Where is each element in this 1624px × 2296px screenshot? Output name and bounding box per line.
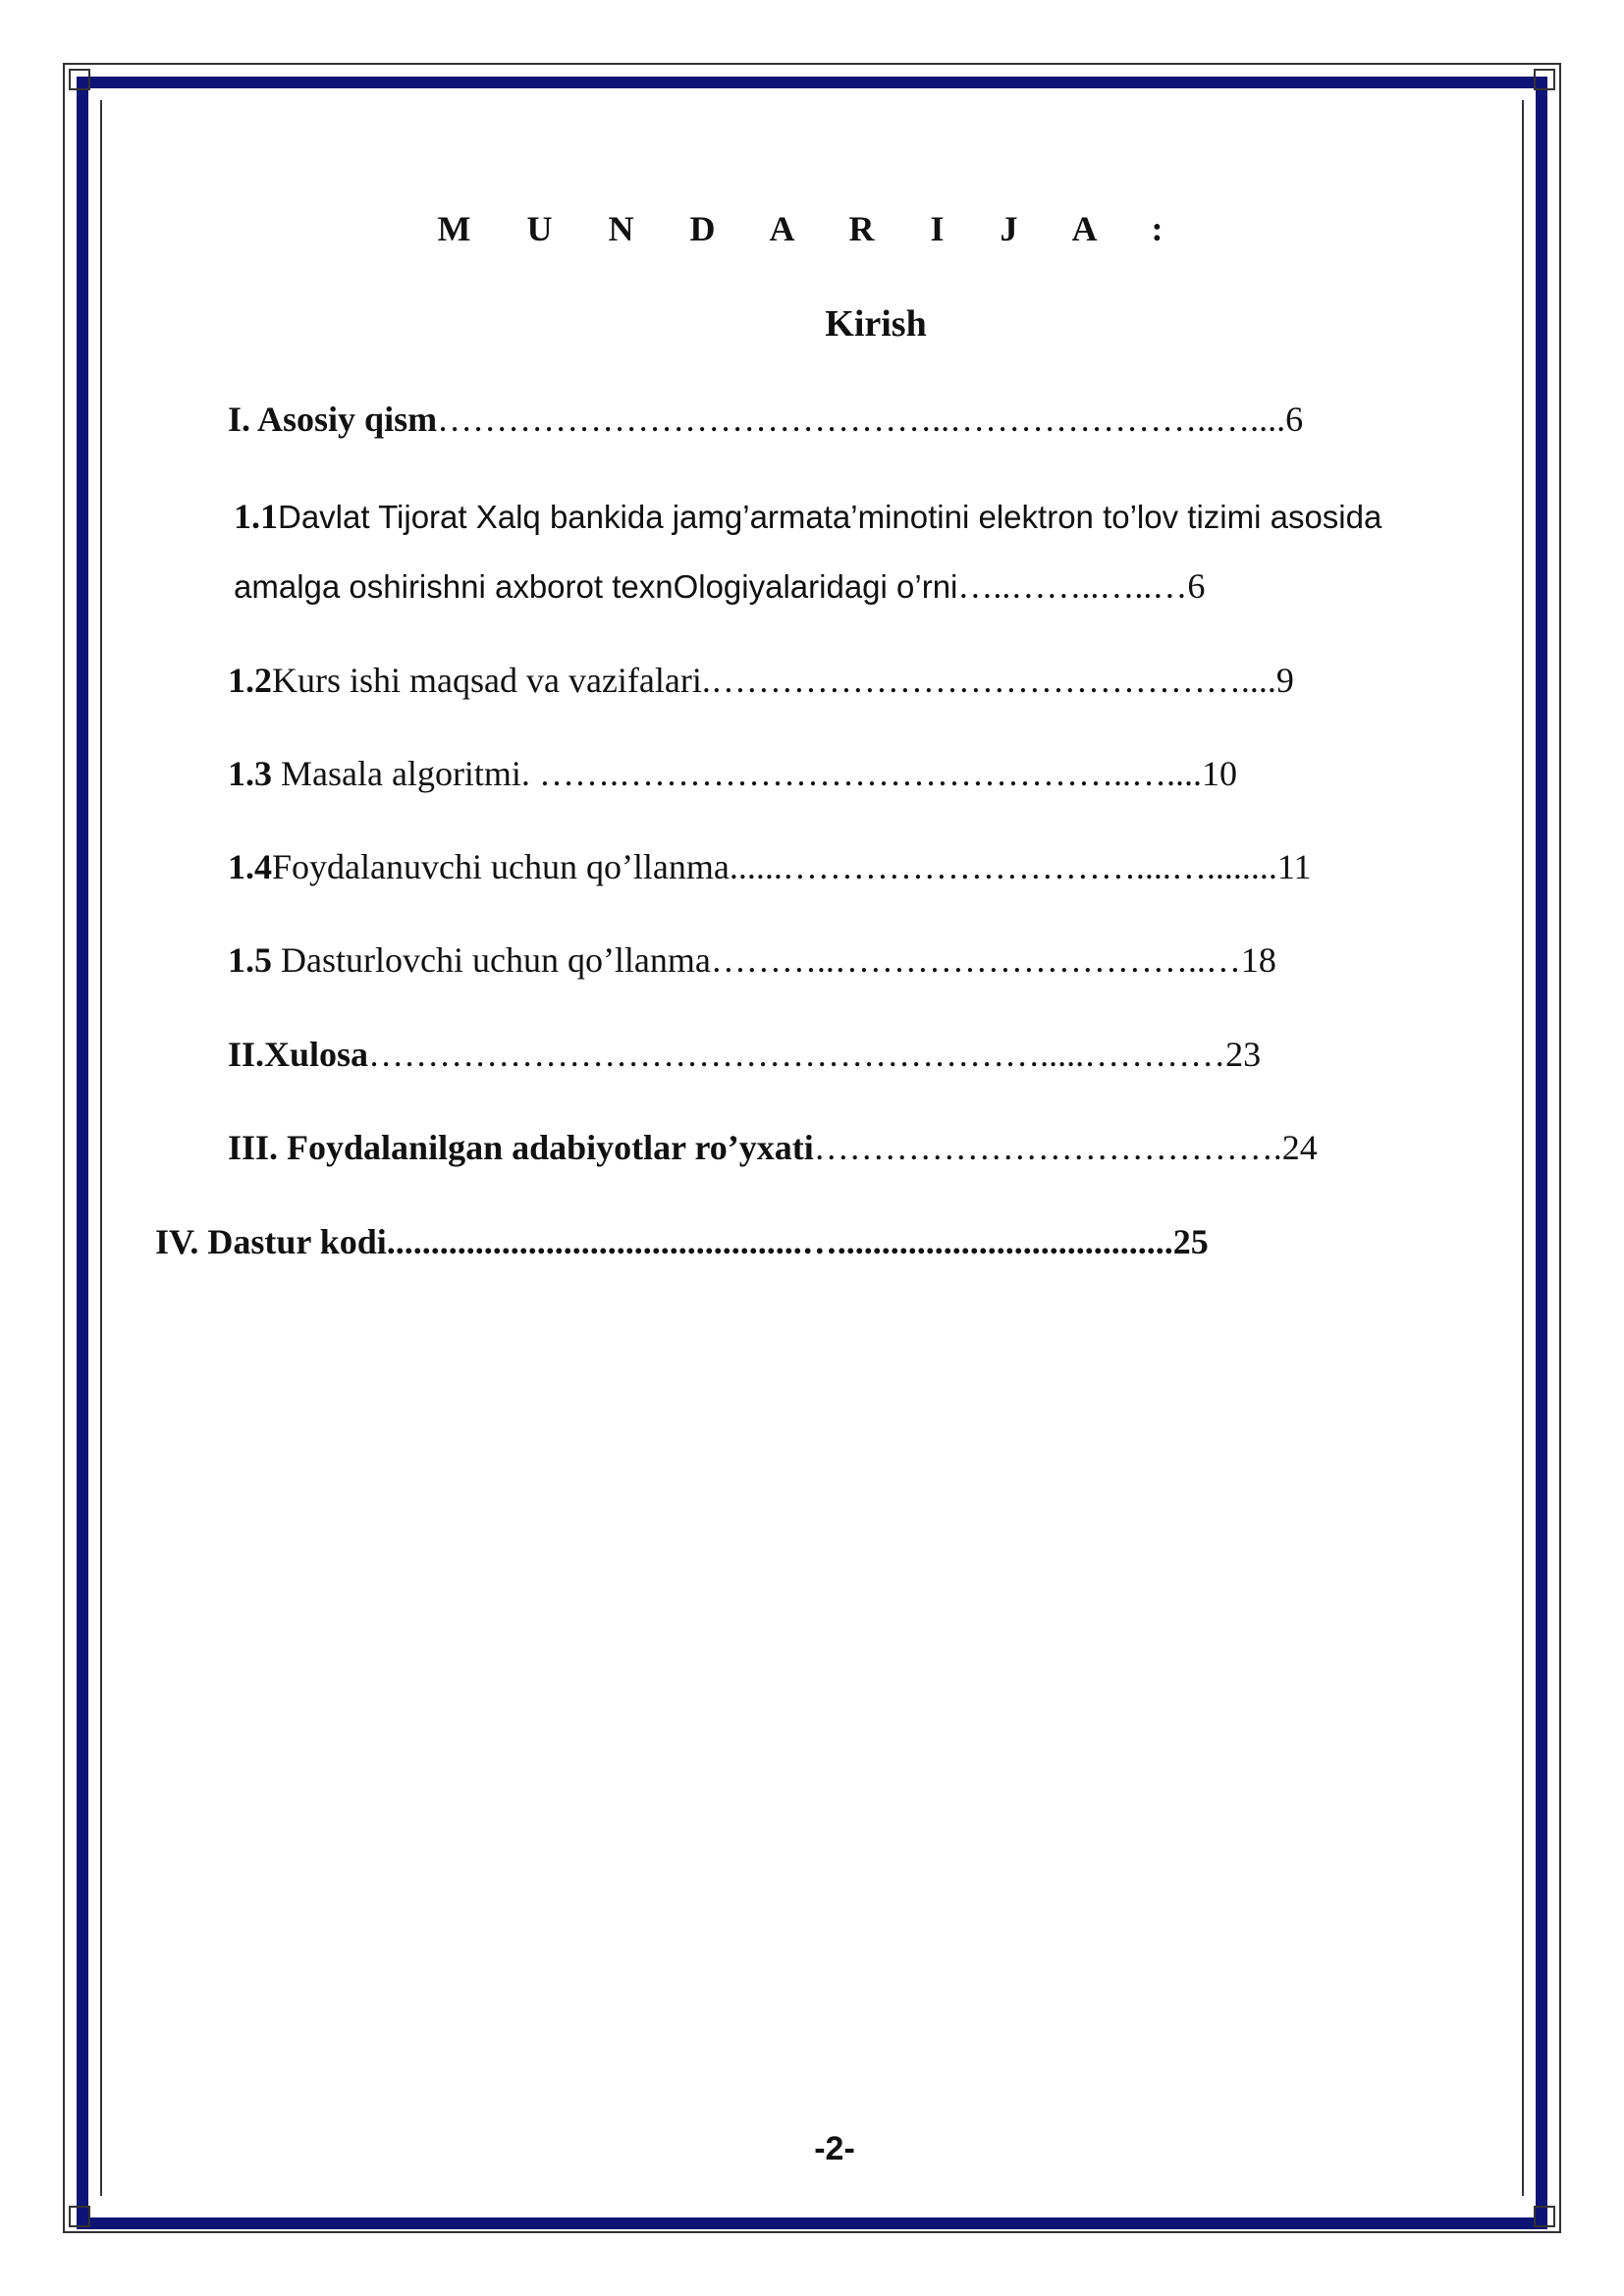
- frame-line-left: [63, 63, 65, 2233]
- toc-leader: …….……………………………………..…....: [538, 754, 1202, 793]
- toc-page: 24: [1281, 1128, 1318, 1167]
- toc-entry-1-3: [228, 753, 1237, 794]
- toc-text: Kurs ishi maqsad va vazifalari.: [272, 661, 711, 700]
- toc-text: amalga oshirishni axborot texnOlogiyalaridagi o’rni: [234, 568, 958, 605]
- toc-text: Dasturlovchi uchun qo’llanma: [272, 940, 711, 980]
- toc-page: 10: [1201, 754, 1237, 793]
- intro-heading: Kirish: [825, 303, 927, 345]
- toc-entry-1-5: [228, 939, 1276, 981]
- toc-page: 9: [1275, 661, 1294, 700]
- toc-entry-adabiyotlar: [228, 1127, 1318, 1168]
- toc-entry-1-4: [228, 846, 1312, 887]
- toc-number: 1.1: [234, 497, 278, 536]
- toc-number: IV. Dastur kodi: [155, 1222, 387, 1261]
- document-title: M U N D A R I J A :: [437, 209, 1187, 248]
- toc-page: 23: [1225, 1035, 1262, 1074]
- toc-entry-dastur-kodi: [155, 1221, 1209, 1262]
- toc-entry-1-1-continued: [234, 565, 1205, 607]
- frame-line-top: [63, 63, 1561, 65]
- page-number: -2-: [814, 2130, 855, 2167]
- corner-ornament-tl: [69, 69, 90, 90]
- toc-text: Masala algoritmi.: [272, 754, 539, 793]
- frame-line-inner-right: [1522, 100, 1524, 2196]
- toc-text: Davlat Tijorat Xalq bankida jamg’armata’minotini elektron to’lov tizimi asosida: [278, 499, 1382, 535]
- toc-leader: ………………………………………....: [710, 661, 1276, 700]
- toc-number: 1.5: [228, 940, 272, 980]
- toc-page: 25: [1172, 1222, 1209, 1261]
- toc-page: 18: [1240, 940, 1276, 980]
- frame-line-bottom: [63, 2231, 1561, 2233]
- toc-number: 1.3: [228, 754, 272, 793]
- toc-leader: ...............................................…......................................: [386, 1222, 1173, 1261]
- frame-line-right: [1559, 63, 1561, 2233]
- toc-page: 6: [1285, 400, 1304, 439]
- toc-number: II.Xulosa: [228, 1035, 369, 1074]
- toc-number: III. Foydalanilgan adabiyotlar ro’yxati: [228, 1128, 814, 1167]
- toc-leader: …..……..…..…: [957, 566, 1188, 606]
- corner-ornament-tr: [1534, 69, 1555, 90]
- toc-entry-1-1: [234, 496, 1381, 537]
- toc-leader: ………………………………………………….....…………: [368, 1035, 1226, 1074]
- toc-page: 11: [1276, 847, 1312, 886]
- toc-leader: ………………………………….: [813, 1128, 1282, 1167]
- toc-number: 1.2: [228, 661, 272, 700]
- toc-number: I. Asosiy qism: [228, 400, 438, 439]
- corner-ornament-bl: [69, 2206, 90, 2227]
- toc-leader: ……………………………………..…………………..…....: [437, 400, 1286, 439]
- toc-leader: ......…………………………....…........: [729, 847, 1277, 886]
- frame-line-inner-left: [100, 100, 102, 2196]
- toc-entry-1-2: [228, 660, 1294, 701]
- toc-entry-asosiy-qism: [228, 399, 1303, 440]
- toc-text: Foydalanuvchi uchun qo’llanma: [272, 847, 730, 886]
- toc-page: 6: [1187, 566, 1206, 606]
- toc-leader: ………..…………………………..…: [710, 940, 1241, 980]
- toc-number: 1.4: [228, 847, 272, 886]
- toc-entry-xulosa: [228, 1034, 1261, 1075]
- corner-ornament-br: [1534, 2206, 1555, 2227]
